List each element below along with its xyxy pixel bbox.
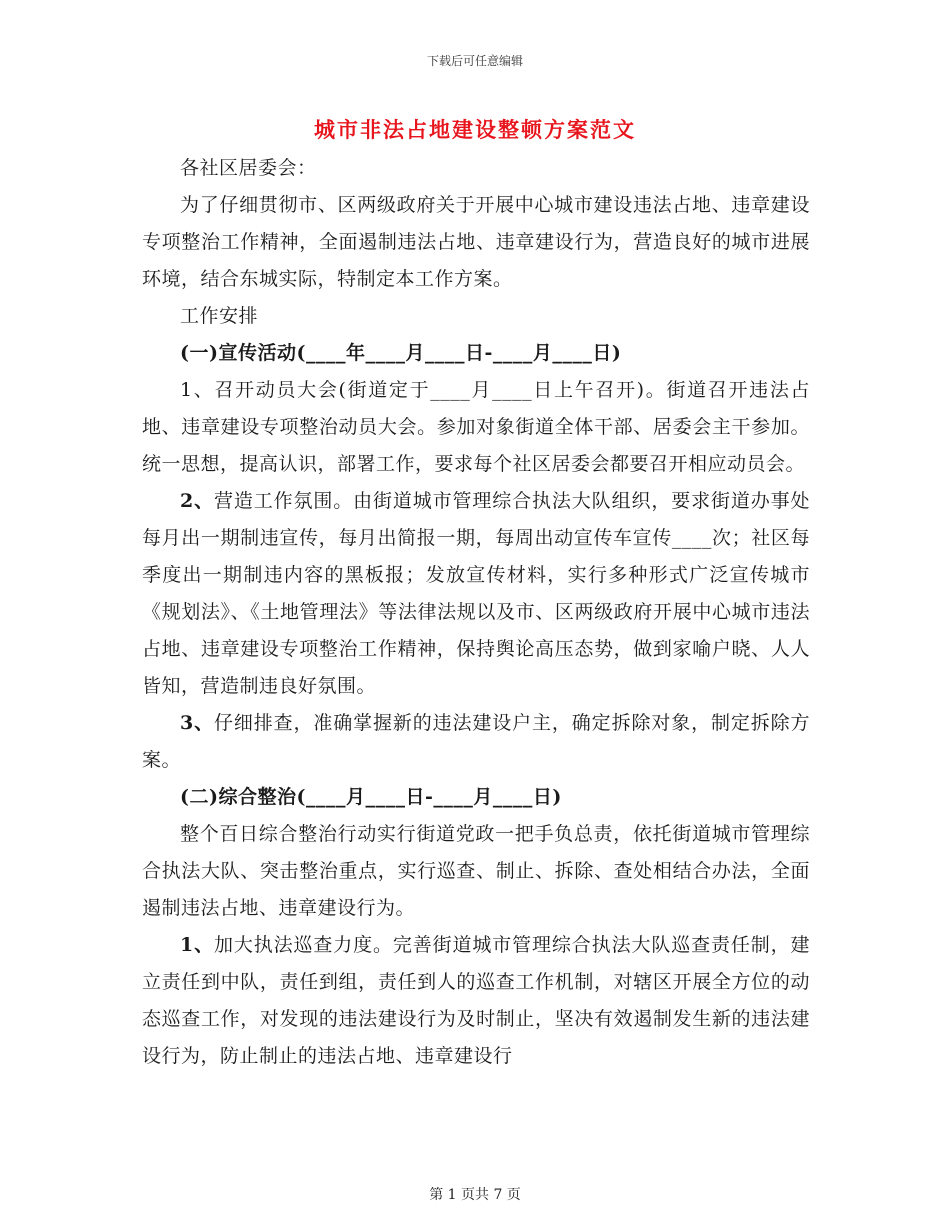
paragraph-work-arrangement: 工作安排	[180, 305, 259, 327]
paragraph-salutation: 各社区居委会：	[180, 157, 317, 179]
paragraph-item-3: 3、仔细排查，准确掌握新的违法建设户主，确定拆除对象，制定拆除方案。	[142, 712, 810, 771]
page-footer: 第 1 页共 7 页	[429, 1187, 521, 1203]
item-number: 1、	[180, 934, 214, 956]
item-number: 3、	[180, 712, 214, 734]
paragraph-intro: 为了仔细贯彻市、区两级政府关于开展中心城市建设违法占地、违章建设专项整治工作精神，全面遏制违法占地、违章建设行为，营造良好的城市进展环境，结合东城实际，特制定本工作方案。	[142, 194, 810, 290]
page-header: 下载后可任意编辑	[426, 54, 523, 68]
paragraph-rectification-intro: 整个百日综合整治行动实行街道党政一把手负总责，依托街道城市管理综合执法大队、突击整治重点，实行巡查、制止、拆除、查处相结合办法，全面遏制违法占地、违章建设行为。	[142, 823, 810, 919]
item-number: 2、	[180, 490, 214, 512]
paragraph-item-1: 1、召开动员大会(街道定于____月____日上午召开)。街道召开违法占地、违章建设专项整治动员大会。参加对象街道全体干部、居委会主干参加。统一思想，提高认识，部署工作，要求每个社区居委会都要召开相应动员会。	[142, 379, 810, 475]
paragraph-item-1b: 1、加大执法巡查力度。完善街道城市管理综合执法大队巡查责任制，建立责任到中队，责任到组，责任到人的巡查工作机制，对辖区开展全方位的动态巡查工作，对发现的违法建设行为及时制止，坚决有效遏制发生新的违法建设行为，防止制止的违法占地、违章建设行	[142, 934, 810, 1067]
paragraph-item-2: 2、营造工作氛围。由街道城市管理综合执法大队组织，要求街道办事处每月出一期制违宣传，每月出简报一期，每周出动宣传车宣传____次；社区每季度出一期制违内容的黑板报；发放宣传材料，实行多种形式广泛宣传城市《规划法》、《土地管理法》等法律法规以及市、区两级政府开展中心城市违法占地、违章建设专项整治工作精神，保持舆论高压态势，做到家喻户晓、人人皆知，营造制违良好氛围。	[142, 490, 810, 697]
section-heading-publicity: (一)宣传活动(____年____月____日-____月____日)	[180, 342, 622, 364]
section-heading-rectification: (二)综合整治(____月____日-____月____日)	[180, 786, 562, 808]
document-title: 城市非法占地建设整顿方案范文	[314, 117, 636, 142]
document-body	[142, 150, 810, 1075]
